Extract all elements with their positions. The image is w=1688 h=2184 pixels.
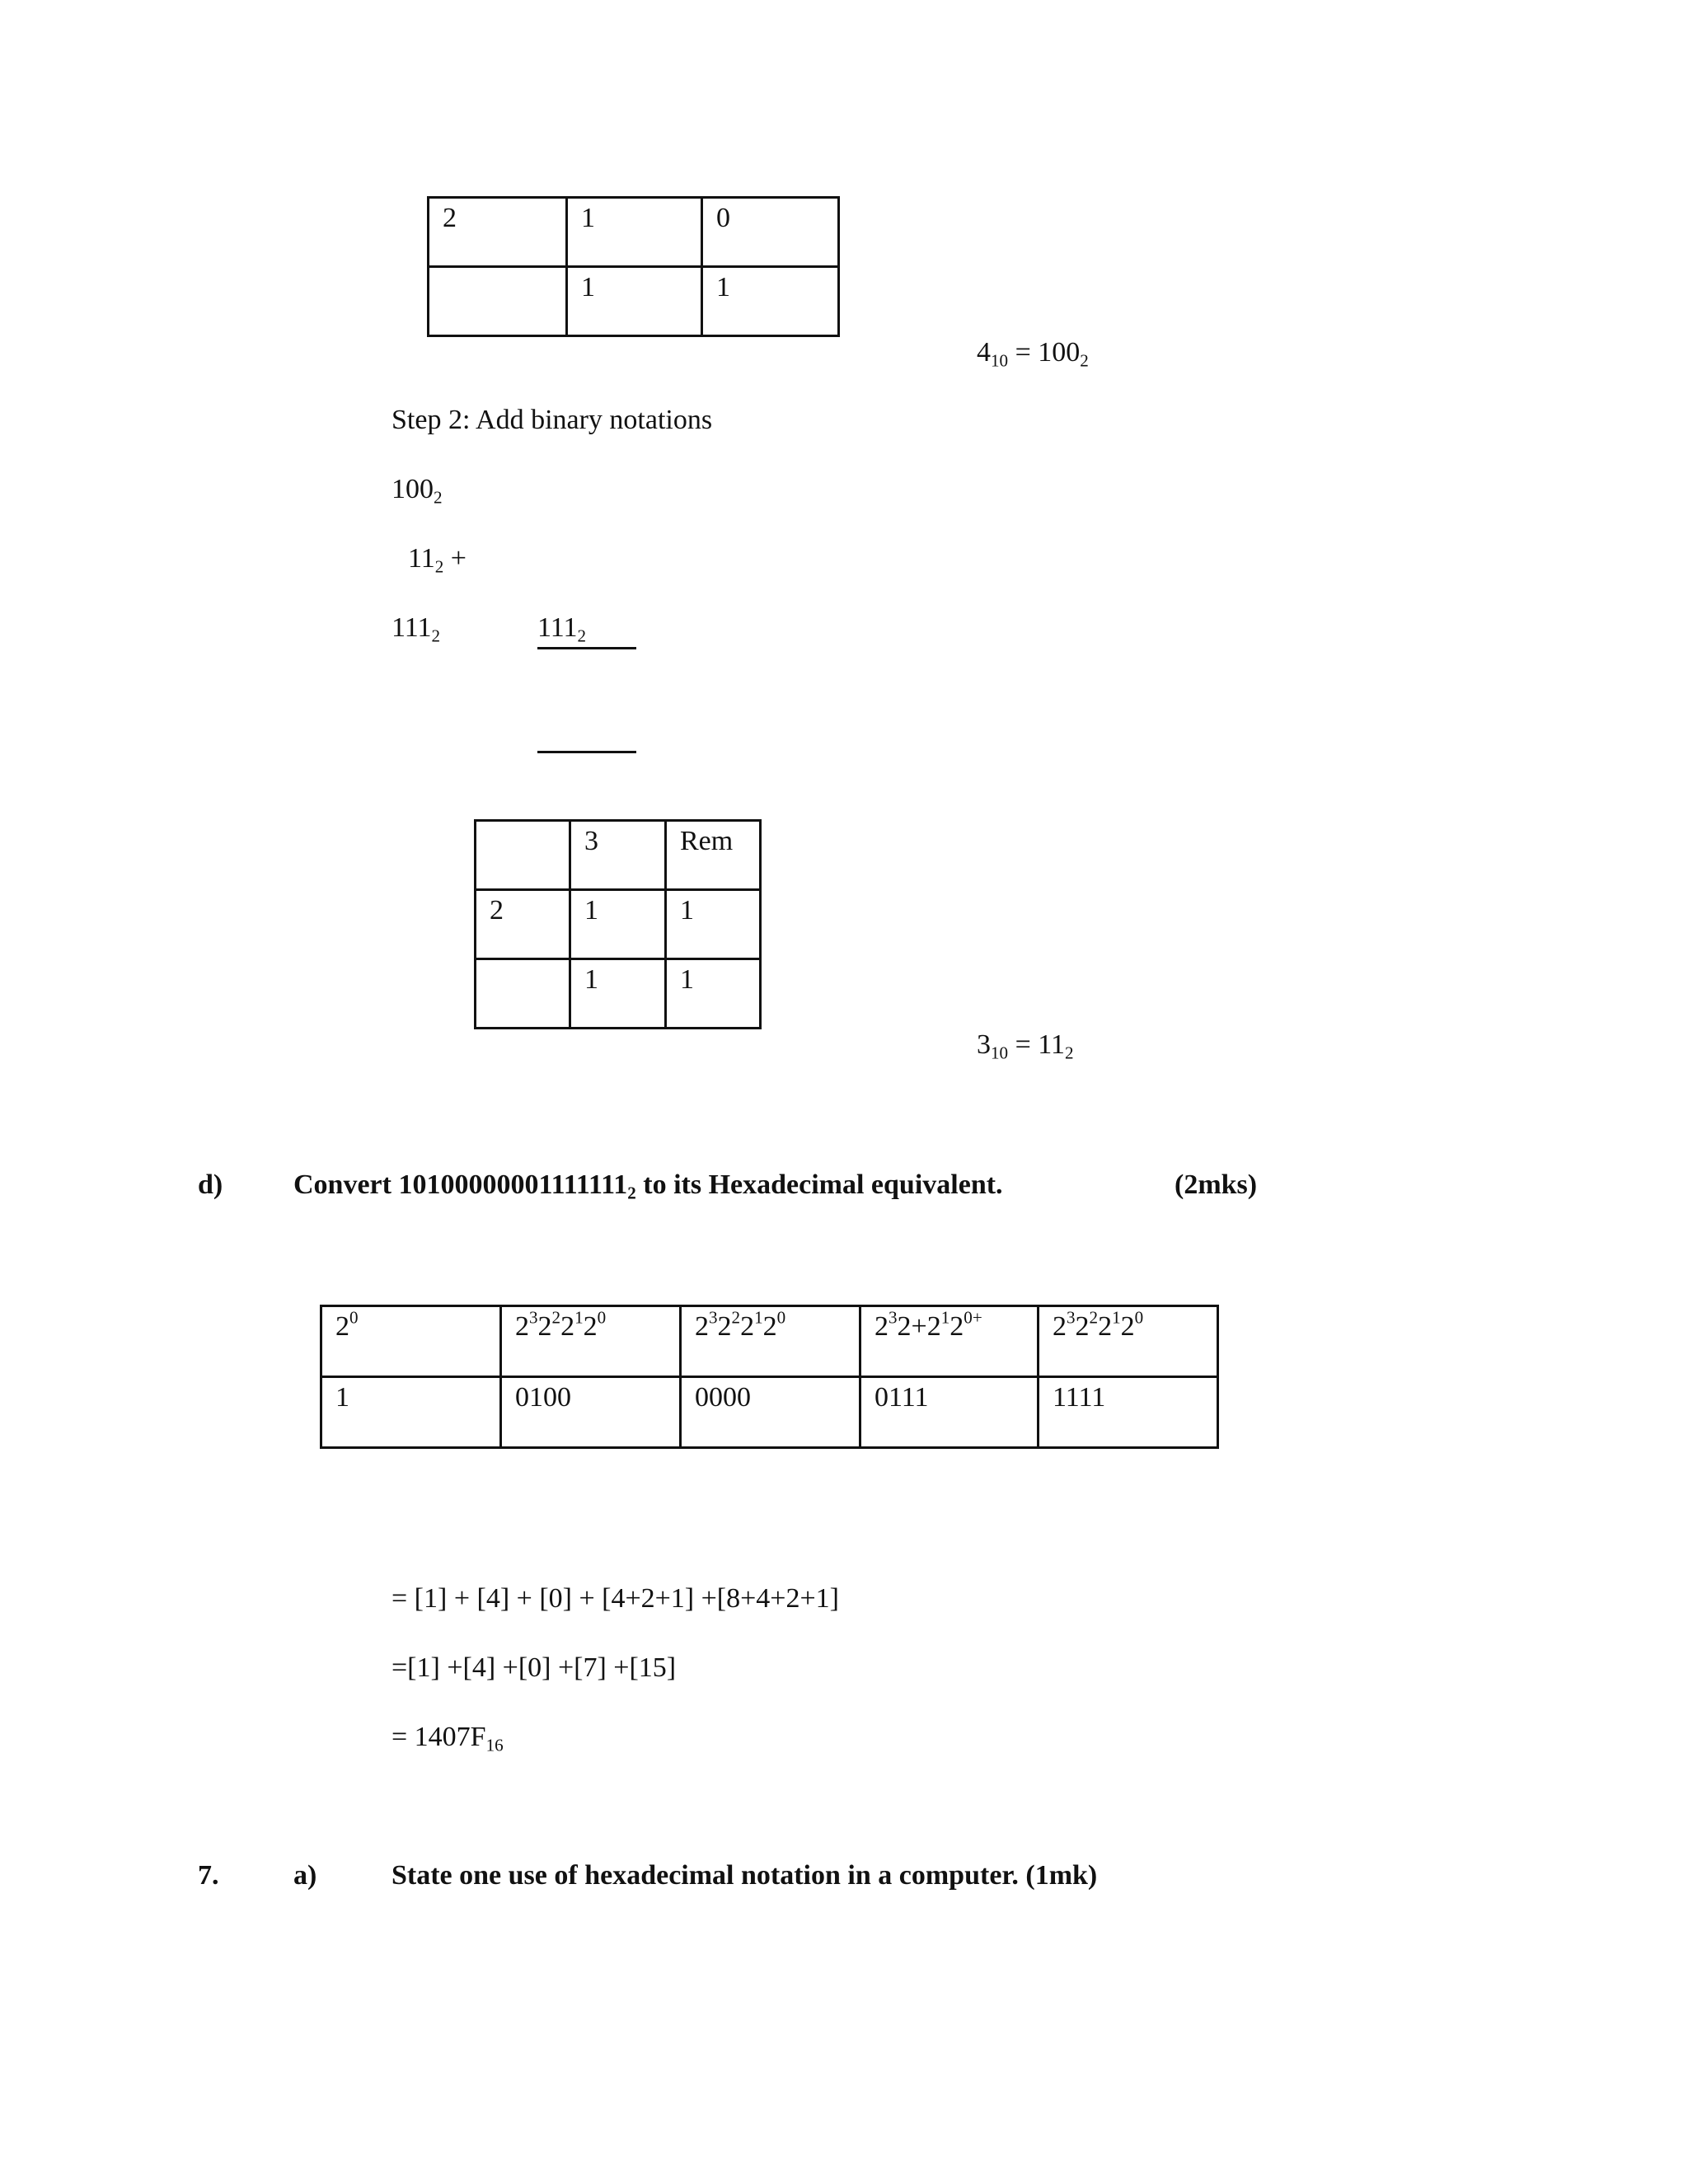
sum-result-right: $111_2$: [537, 612, 587, 646]
table1-cell: [429, 267, 567, 336]
working-line-1: = [1] + [4] + [0] + [4+2+1] +[8+4+2+1]: [392, 1583, 839, 1614]
table1-row: [429, 267, 839, 336]
hex-table-value-cell: 1111: [1039, 1377, 1218, 1448]
table2-cell: Rem: [666, 821, 761, 890]
table2-row: [476, 821, 761, 890]
hex-table-header-cell: $2^32^22^12^0$: [681, 1306, 860, 1377]
working-line-2: =[1] +[4] +[0] +[7] +[15]: [392, 1652, 677, 1683]
table2-cell: 2: [476, 890, 570, 959]
hex-table-header-cell: $2^32^22^12^0$: [501, 1306, 681, 1377]
sum-result-left: $111_2$: [392, 612, 441, 646]
table2-cell: 3: [570, 821, 666, 890]
table2-cell: 1: [666, 890, 761, 959]
question-d-text: Convert $10100000001111111_2$ to its Hexadecimal equivalent.: [293, 1169, 1003, 1203]
hex-table-value-cell: 1: [321, 1377, 501, 1448]
table2-row: [476, 890, 761, 959]
table2-cell: 1: [570, 959, 666, 1029]
equation-4-decimal-binary: $4_{10} = 100_2$: [977, 337, 1089, 371]
equation-3-decimal-binary: $3_{10} = 11_2$: [977, 1029, 1074, 1063]
hex-table-header-cell: $2^32+2^12^{0+}$: [860, 1306, 1039, 1377]
table2-row: [476, 959, 761, 1029]
table2-cell: 1: [666, 959, 761, 1029]
table2-cell: [476, 959, 570, 1029]
conversion-table-3: [474, 819, 762, 1029]
working-line-3: = $1407F_{16}$: [392, 1722, 504, 1755]
hex-table-value-cell: 0111: [860, 1377, 1039, 1448]
table1-cell: 1: [567, 267, 702, 336]
sum-underline: [537, 647, 636, 649]
table1-cell: 0: [702, 198, 839, 267]
addend-100: $100_2$: [392, 474, 443, 508]
table1-cell: 1: [702, 267, 839, 336]
hex-table-value-cell: 0000: [681, 1377, 860, 1448]
question-7-number: 7.: [198, 1860, 219, 1891]
hex-table-header-cell: $2^32^22^12^0$: [1039, 1306, 1218, 1377]
hex-table-value-cell: 0100: [501, 1377, 681, 1448]
question-d-label: d): [198, 1169, 223, 1200]
table2-cell: [476, 821, 570, 890]
conversion-table-4: [427, 196, 840, 337]
table1-cell: 2: [429, 198, 567, 267]
hex-table-header-cell: $2^0$: [321, 1306, 501, 1377]
hex-table-header-row: [321, 1306, 1218, 1377]
hex-table-value-row: [321, 1377, 1218, 1448]
table1-cell: 1: [567, 198, 702, 267]
question-7a-text: State one use of hexadecimal notation in a computer. (1mk): [392, 1860, 1098, 1891]
table1-row: [429, 198, 839, 267]
step-2-heading: Step 2: Add binary notations: [392, 405, 713, 435]
table2-cell: 1: [570, 890, 666, 959]
question-7a-label: a): [293, 1860, 317, 1891]
hex-grouping-table: [320, 1305, 1219, 1449]
question-d-marks: (2mks): [1175, 1169, 1258, 1200]
sum-total-line: [537, 751, 636, 753]
addend-11: $11_2$ +: [408, 543, 467, 577]
